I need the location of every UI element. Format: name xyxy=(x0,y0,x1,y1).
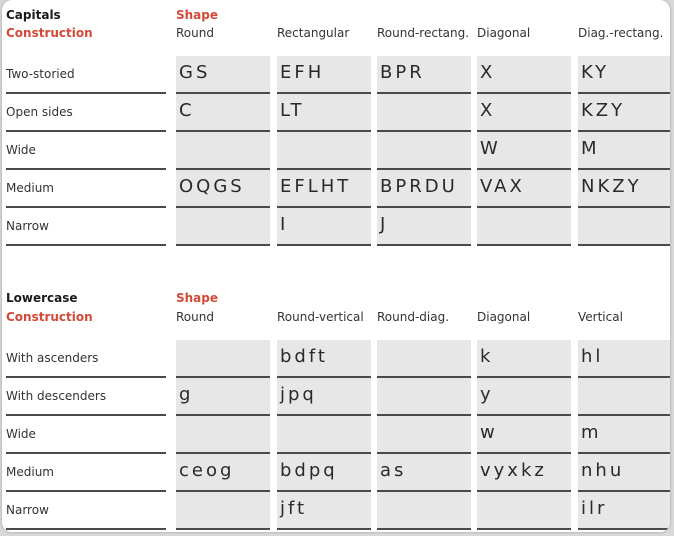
capitals-column-header: Round xyxy=(176,26,214,40)
table-cell: nhu xyxy=(578,454,670,492)
table-cell xyxy=(477,492,571,530)
table-row xyxy=(2,132,670,170)
row-label: Open sides xyxy=(6,94,166,132)
table-cell: GS xyxy=(176,56,270,94)
table-cell: KZY xyxy=(578,94,670,132)
capitals-column-header: Diagonal xyxy=(477,26,531,40)
table-cell xyxy=(377,340,471,378)
row-label: Narrow xyxy=(6,208,166,246)
table-cell: X xyxy=(477,94,571,132)
table-row xyxy=(2,416,670,454)
table-cell xyxy=(277,416,371,454)
table-cell xyxy=(176,416,270,454)
lowercase-construction-label: Construction xyxy=(6,310,93,324)
table-cell: I xyxy=(277,208,371,246)
table-cell xyxy=(176,492,270,530)
table-cell: KY xyxy=(578,56,670,94)
capitals-column-header: Diag.-rectang. xyxy=(578,26,664,40)
lowercase-column-header: Round-diag. xyxy=(377,310,450,324)
row-label: Medium xyxy=(6,170,166,208)
table-cell: w xyxy=(477,416,571,454)
table-cell: bdpq xyxy=(277,454,371,492)
lowercase-shape-label: Shape xyxy=(176,291,219,305)
table-row xyxy=(2,340,670,378)
table-cell: vyxkz xyxy=(477,454,571,492)
lowercase-column-header: Vertical xyxy=(578,310,623,324)
lowercase-title: Lowercase xyxy=(6,291,78,305)
capitals-title: Capitals xyxy=(6,8,61,22)
table-cell: ceog xyxy=(176,454,270,492)
table-cell: jft xyxy=(277,492,371,530)
table-row xyxy=(2,454,670,492)
table-cell: X xyxy=(477,56,571,94)
table-cell xyxy=(176,132,270,170)
table-cell: J xyxy=(377,208,471,246)
row-label: With ascenders xyxy=(6,340,166,378)
table-cell: C xyxy=(176,94,270,132)
capitals-construction-label: Construction xyxy=(6,26,93,40)
table-cell: bdft xyxy=(277,340,371,378)
lowercase-column-header: Diagonal xyxy=(477,310,531,324)
table-cell: as xyxy=(377,454,471,492)
table-row xyxy=(2,94,670,132)
table-cell: g xyxy=(176,378,270,416)
capitals-shape-label: Shape xyxy=(176,8,219,22)
table-cell: m xyxy=(578,416,670,454)
table-cell xyxy=(578,208,670,246)
table-row xyxy=(2,208,670,246)
table-cell: OQGS xyxy=(176,170,270,208)
table-cell xyxy=(578,378,670,416)
table-cell xyxy=(377,132,471,170)
capitals-column-header: Rectangular xyxy=(277,26,350,40)
letter-classification-table xyxy=(2,0,670,532)
table-cell xyxy=(277,132,371,170)
row-label: With descenders xyxy=(6,378,166,416)
table-cell: W xyxy=(477,132,571,170)
table-row xyxy=(2,492,670,530)
lowercase-column-header: Round-vertical xyxy=(277,310,364,324)
table-cell: EFLHT xyxy=(277,170,371,208)
table-cell xyxy=(176,340,270,378)
table-cell: hl xyxy=(578,340,670,378)
table-cell xyxy=(377,94,471,132)
row-label: Narrow xyxy=(6,492,166,530)
table-cell: LT xyxy=(277,94,371,132)
lowercase-column-header: Round xyxy=(176,310,214,324)
table-row xyxy=(2,170,670,208)
table-cell: y xyxy=(477,378,571,416)
row-label: Medium xyxy=(6,454,166,492)
table-cell: EFH xyxy=(277,56,371,94)
table-cell: M xyxy=(578,132,670,170)
table-cell: BPRDU xyxy=(377,170,471,208)
table-cell: ilr xyxy=(578,492,670,530)
table-row xyxy=(2,56,670,94)
table-cell xyxy=(377,378,471,416)
row-label: Wide xyxy=(6,416,166,454)
table-cell xyxy=(377,492,471,530)
table-cell xyxy=(176,208,270,246)
table-cell xyxy=(377,416,471,454)
table-cell: VAX xyxy=(477,170,571,208)
table-cell: jpq xyxy=(277,378,371,416)
table-cell xyxy=(477,208,571,246)
row-label: Two-storied xyxy=(6,56,166,94)
table-cell: NKZY xyxy=(578,170,670,208)
row-label: Wide xyxy=(6,132,166,170)
table-cell: k xyxy=(477,340,571,378)
capitals-column-header: Round-rectang. xyxy=(377,26,470,40)
table-cell: BPR xyxy=(377,56,471,94)
table-row xyxy=(2,378,670,416)
